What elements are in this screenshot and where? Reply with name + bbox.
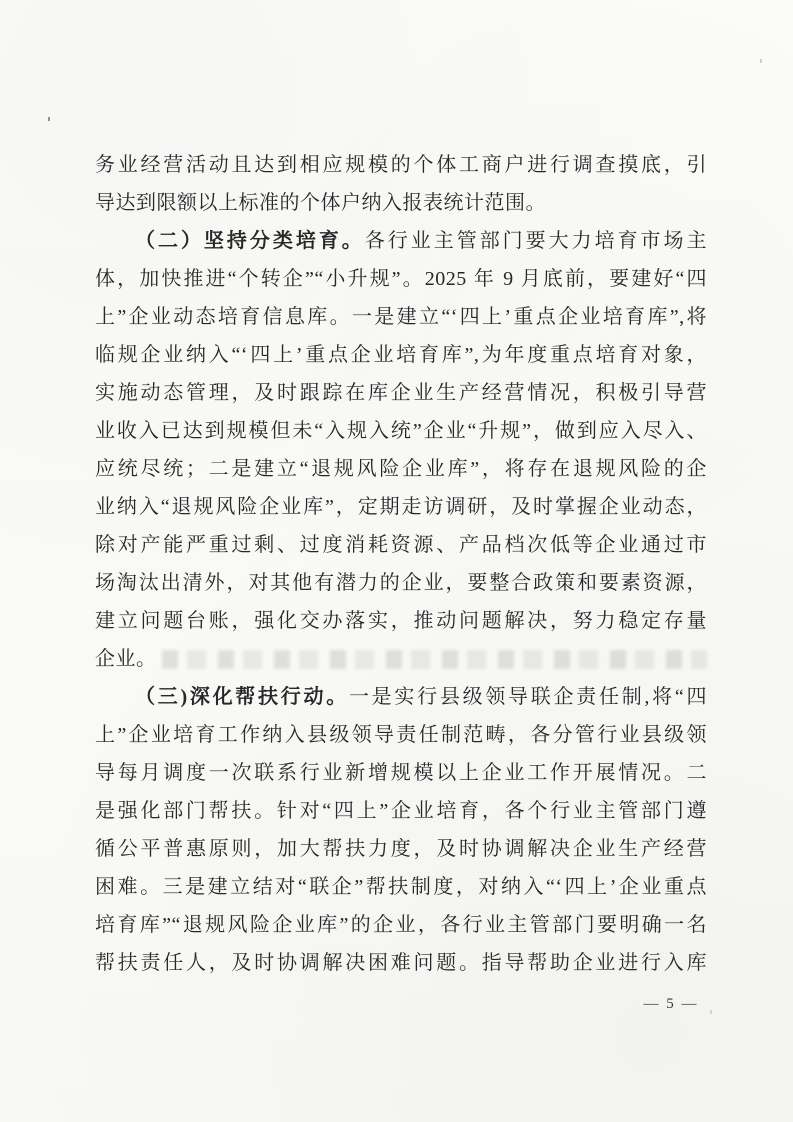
text-line: 实施动态管理，及时跟踪在库企业生产经营情况，积极引导营 [95,382,707,404]
text-line [95,678,707,716]
text-line: 企业。 [95,648,157,670]
text-line: 体，加快推进“个转企”“小升规”。2025 年 9 月底前，要建好“四 [95,268,707,290]
text-line: 务业经营活动且达到相应规模的个体工商户进行调查摸底，引 [95,154,707,176]
text-line: 场淘汰出清外，对其他有潜力的企业，要整合政策和要素资源， [95,572,707,594]
text-line: 导每月调度一次联系行业新增规模以上企业工作开展情况。二 [95,762,707,784]
text-line: 建立问题台账，强化交办落实，推动问题解决，努力稳定存量 [95,610,707,632]
section-heading-3: （三)深化帮扶行动。 [135,686,349,708]
section-heading-2: （二）坚持分类培育。 [135,230,365,252]
text-line: 导达到限额以上标准的个体户纳入报表统计范围。 [95,192,546,214]
text-line: 培育库”“退规风险企业库”的企业，各行业主管部门要明确一名 [95,914,707,936]
text-line: 业收入已达到规模但未“入规入统”企业“升规”，做到应入尽入、 [95,420,707,442]
text-line: 应统尽统；二是建立“退规风险企业库”，将存在退规风险的企 [95,458,707,480]
text-line: 业纳入“退规风险企业库”，定期走访调研，及时掌握企业动态， [95,496,707,518]
text-segment: 各行业主管部门要大力培育市场主 [364,230,707,252]
body-text-block [95,146,707,982]
text-line: 循公平普惠原则，加大帮扶力度，及时协调解决企业生产经营 [95,838,707,860]
text-segment: 一是实行县级领导联企责任制,将“四 [348,686,707,708]
text-line: 上”企业培育工作纳入县级领导责任制范畴，各分管行业县级领 [95,724,707,746]
text-line: 困难。三是建立结对“联企”帮扶制度，对纳入“‘四上’企业重点 [95,876,707,898]
text-line [95,222,707,260]
text-line: 临规企业纳入“‘四上’重点企业培育库”,为年度重点培育对象， [95,344,707,366]
page-number: — 5 — [643,996,699,1012]
scan-speck-artifact [48,117,50,121]
text-line: 是强化部门帮扶。针对“四上”企业培育，各个行业主管部门遵 [95,800,707,822]
text-line: 帮扶责任人，及时协调解决困难问题。指导帮助企业进行入库 [95,952,707,974]
text-line: 上”企业动态培育信息库。一是建立“‘四上’重点企业培育库”,将 [95,306,707,328]
text-line: 除对产能严重过剩、过度消耗资源、产品档次低等企业通过市 [95,534,707,556]
